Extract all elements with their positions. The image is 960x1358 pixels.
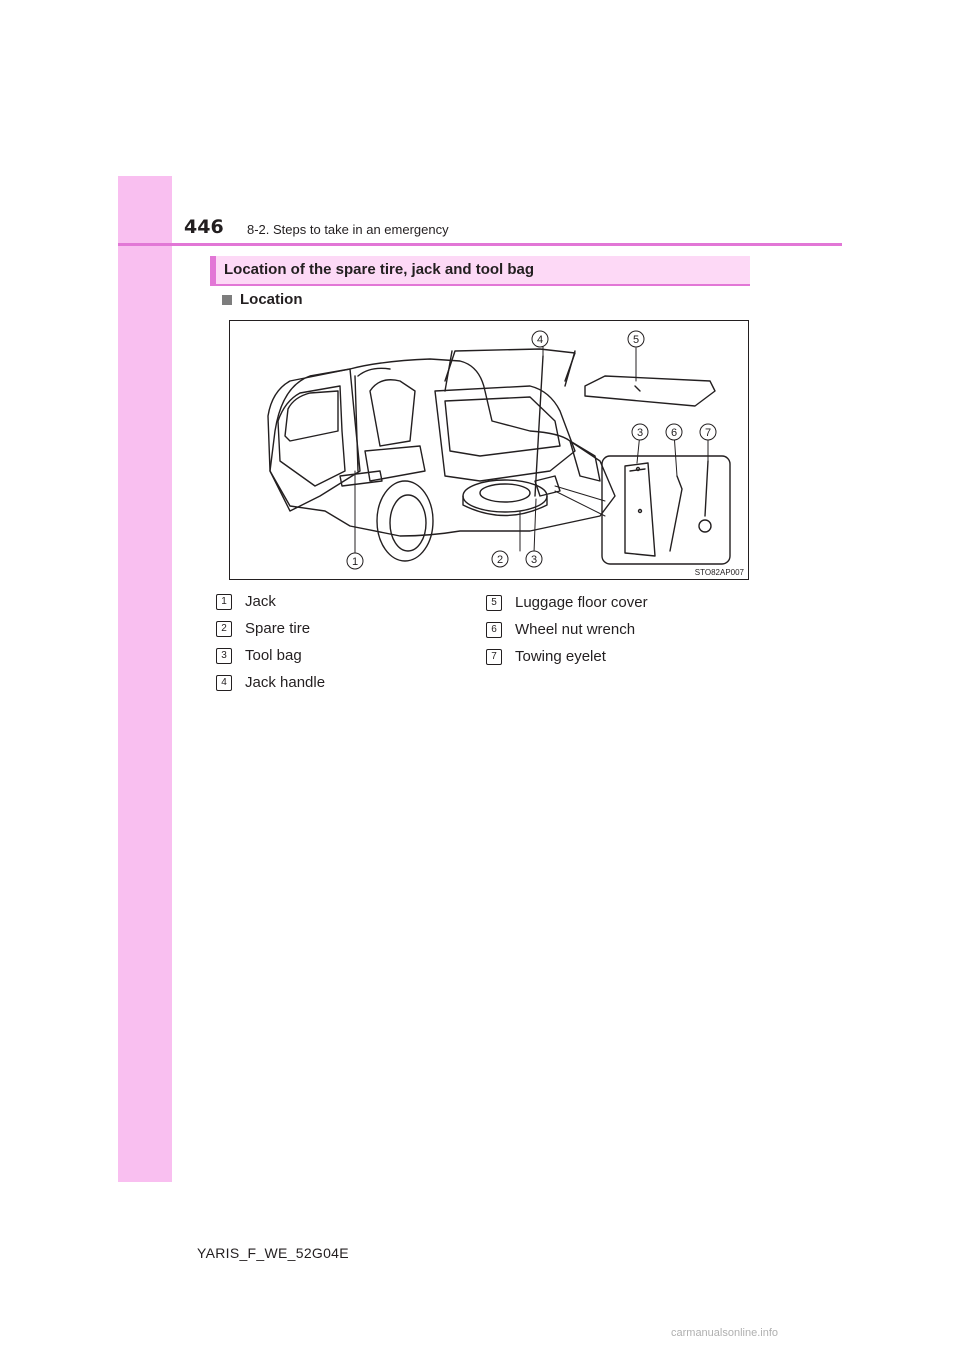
wheel-nut-wrench (670, 476, 682, 551)
legend-item-wheel-nut-wrench (486, 621, 635, 638)
car-trunk-illustration (230, 321, 750, 581)
callout-1 (347, 553, 363, 569)
svg-text:4: 4 (536, 334, 544, 346)
watermark: carmanualsonline.info (671, 1327, 779, 1339)
svg-text:2: 2 (496, 554, 504, 566)
tools-inset-box (602, 456, 730, 564)
jack (340, 471, 382, 486)
legend-label: Towing eyelet (515, 648, 606, 665)
page-number: 446 (184, 216, 224, 238)
svg-text:7: 7 (704, 427, 712, 439)
legend-item-jack-handle (216, 674, 325, 691)
number-7-icon: 7 (486, 649, 502, 665)
jack-handle (535, 356, 543, 496)
square-bullet-icon (222, 295, 232, 305)
legend-label: Wheel nut wrench (515, 621, 636, 638)
luggage-floor-cover (585, 376, 715, 406)
legend-item-towing-eyelet (486, 648, 606, 665)
topic-box (210, 256, 750, 286)
legend-label: Jack (245, 593, 276, 610)
callout-7 (700, 424, 716, 440)
callout-5 (628, 331, 644, 347)
svg-text:3: 3 (530, 554, 538, 566)
footer-model-code: YARIS_F_WE_52G04E (197, 1245, 349, 1261)
car-body-outline (270, 359, 615, 536)
svg-text:6: 6 (670, 427, 678, 439)
legend-label: Tool bag (245, 647, 302, 664)
hatch-lid (445, 349, 575, 381)
topic-title: Location of the spare tire, jack and tool bag (224, 261, 535, 278)
legend-label: Luggage floor cover (515, 594, 648, 611)
callout-3 (526, 551, 542, 567)
header-rule (118, 243, 842, 246)
legend-label: Jack handle (245, 674, 326, 691)
number-5-icon: 5 (486, 595, 502, 611)
number-4-icon: 4 (216, 675, 232, 691)
svg-text:5: 5 (632, 334, 640, 346)
sidebar-tab (118, 176, 172, 1182)
callout-4 (532, 331, 548, 347)
figure-code: STO82AP007 (694, 568, 744, 577)
subheading-label: Location (240, 291, 303, 308)
section-title: 8-2. Steps to take in an emergency (247, 222, 449, 237)
subheading (222, 291, 303, 308)
number-2-icon: 2 (216, 621, 232, 637)
legend-item-jack (216, 593, 276, 610)
legend-label: Spare tire (245, 620, 311, 637)
number-3-icon: 3 (216, 648, 232, 664)
svg-text:1: 1 (351, 556, 359, 568)
legend-item-luggage-floor-cover (486, 594, 648, 611)
callout-6 (666, 424, 682, 440)
towing-eyelet (705, 461, 708, 516)
svg-text:3: 3 (636, 427, 644, 439)
legend-item-spare-tire (216, 620, 310, 637)
rear-wheel (377, 481, 433, 561)
number-6-icon: 6 (486, 622, 502, 638)
callout-3-inset (632, 424, 648, 440)
number-1-icon: 1 (216, 594, 232, 610)
callout-2 (492, 551, 508, 567)
figure-illustration (229, 320, 749, 580)
legend-item-tool-bag (216, 647, 302, 664)
